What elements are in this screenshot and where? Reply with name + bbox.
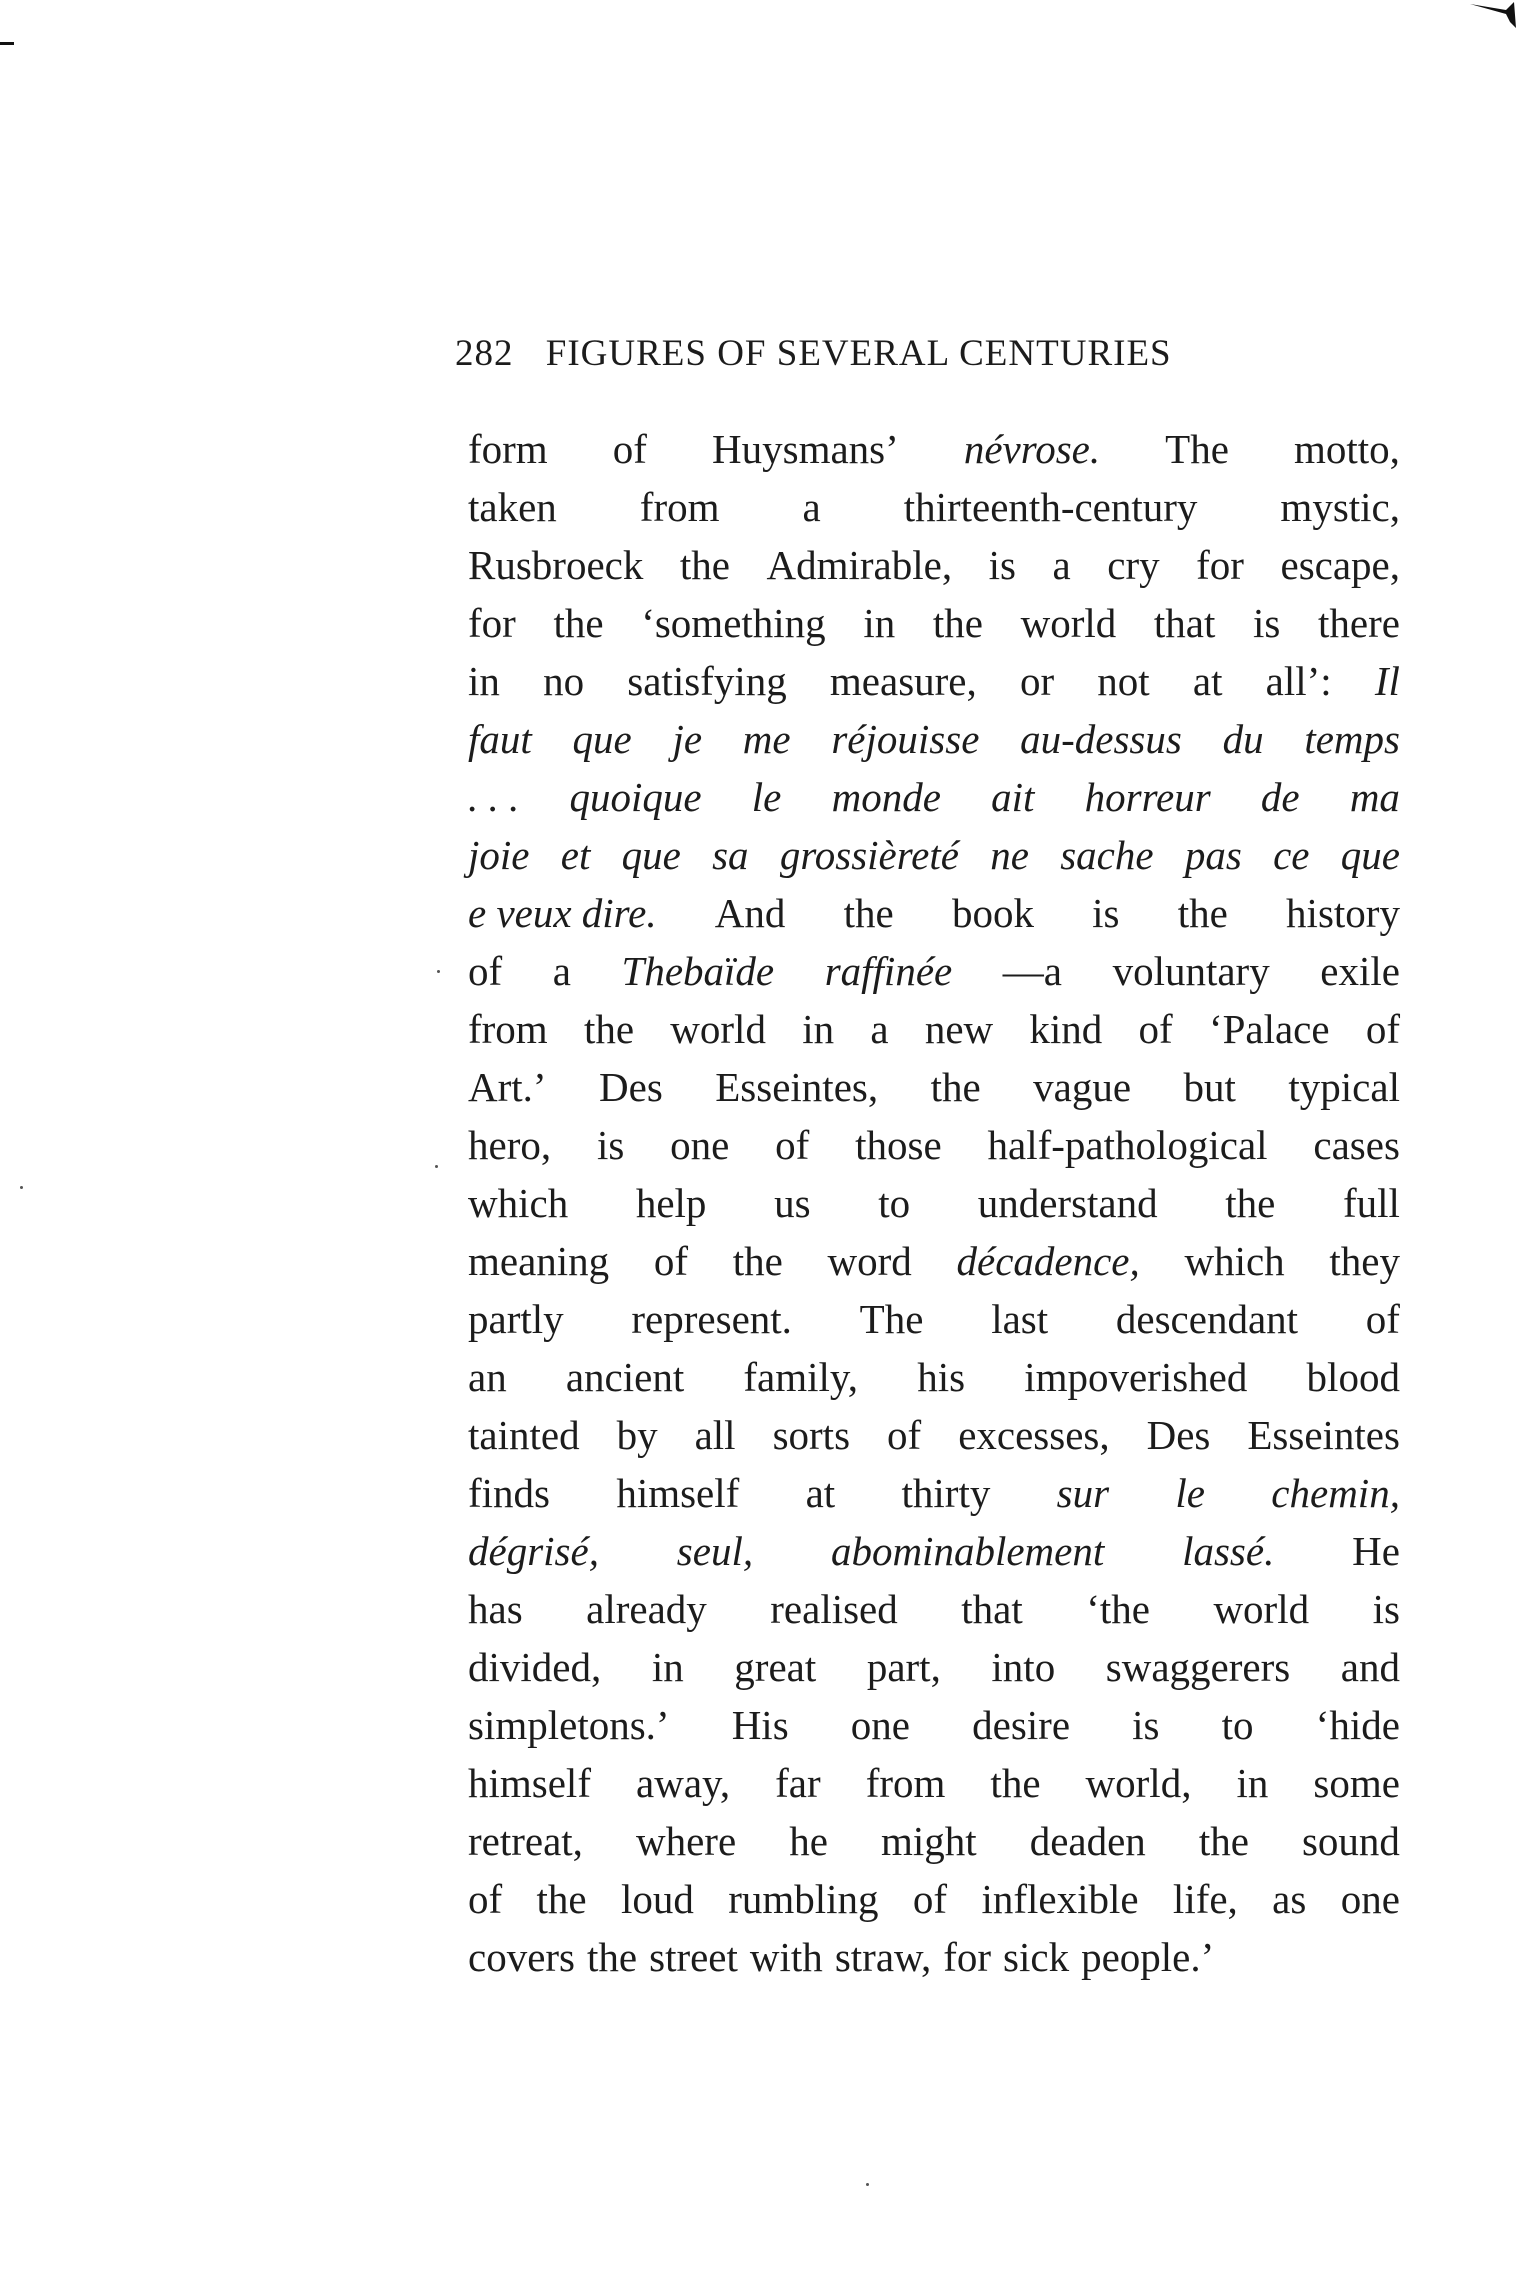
word: of <box>1365 1296 1400 1342</box>
italic-word: raffinée <box>824 948 953 994</box>
word: taken <box>468 484 557 530</box>
word: history <box>1286 890 1400 936</box>
word: impoverished <box>1024 1354 1248 1400</box>
word: the <box>930 1064 981 1110</box>
italic-word: au-dessus <box>1020 716 1182 762</box>
word: inflexible <box>981 1876 1139 1922</box>
italic-word: faut <box>468 716 532 762</box>
word: full <box>1343 1180 1400 1226</box>
italic-word: Thebaïde <box>621 948 775 994</box>
word: in <box>468 658 500 704</box>
word: blood <box>1306 1354 1400 1400</box>
word: great <box>734 1644 817 1690</box>
word: covers <box>468 1934 576 1980</box>
text-line <box>468 942 1400 1000</box>
word: straw, <box>834 1934 932 1980</box>
italic-word: ait <box>991 774 1035 820</box>
word: vague <box>1033 1064 1132 1110</box>
italic-word: et <box>560 832 591 878</box>
text-line <box>468 1522 1400 1580</box>
word: Art.’ <box>468 1064 547 1110</box>
text-line <box>468 420 1400 478</box>
italic-word: chemin, <box>1271 1470 1400 1516</box>
word: the <box>990 1760 1041 1806</box>
word: a <box>802 484 821 530</box>
word: measure, <box>829 658 977 704</box>
word: us <box>774 1180 811 1226</box>
word: ‘something <box>641 600 826 646</box>
text-line <box>468 826 1400 884</box>
paper-speck <box>866 2183 869 2186</box>
word: is <box>1092 890 1120 936</box>
text-line <box>468 768 1400 826</box>
italic-word: que <box>1340 832 1400 878</box>
word: And <box>714 890 786 936</box>
word: where <box>635 1818 737 1864</box>
text-line <box>468 1406 1400 1464</box>
word: —a <box>1002 948 1062 994</box>
word: the <box>732 1238 783 1284</box>
italic-word: du <box>1222 716 1264 762</box>
word: the <box>1198 1818 1249 1864</box>
text-line <box>468 1290 1400 1348</box>
word: which <box>468 1180 569 1226</box>
word: word <box>827 1238 912 1284</box>
italic-word: horreur <box>1084 774 1211 820</box>
word: ‘the <box>1086 1586 1150 1632</box>
word: the <box>587 1934 638 1980</box>
italic-word: Il <box>1374 658 1400 704</box>
word: world <box>1020 600 1117 646</box>
word: they <box>1329 1238 1400 1284</box>
word: exile <box>1320 948 1400 994</box>
word: typical <box>1288 1064 1400 1110</box>
word: Des <box>1146 1412 1211 1458</box>
italic-word: le <box>1175 1470 1205 1516</box>
text-line <box>468 1464 1400 1522</box>
word: world <box>1213 1586 1310 1632</box>
italic-word: temps <box>1304 716 1400 762</box>
word: is <box>988 542 1016 588</box>
word: motto, <box>1294 426 1400 472</box>
word: no <box>543 658 585 704</box>
text-line <box>468 1696 1400 1754</box>
word: meaning <box>468 1238 610 1284</box>
word: of <box>1138 1006 1173 1052</box>
word: finds <box>468 1470 550 1516</box>
text-line <box>468 1232 1400 1290</box>
word: ancient <box>565 1354 685 1400</box>
word: is <box>1253 600 1281 646</box>
word: part, <box>866 1644 941 1690</box>
italic-word: je <box>672 716 703 762</box>
text-line <box>468 1348 1400 1406</box>
word: form <box>468 426 548 472</box>
word: new <box>924 1006 994 1052</box>
italic-word: que <box>572 716 632 762</box>
word: of <box>468 948 503 994</box>
word: partly <box>468 1296 564 1342</box>
word: himself <box>468 1760 591 1806</box>
text-line <box>468 478 1400 536</box>
italic-word: seul, <box>676 1528 754 1574</box>
word: the <box>1177 890 1228 936</box>
word: a <box>552 948 571 994</box>
word: into <box>991 1644 1056 1690</box>
text-line <box>468 1000 1400 1058</box>
italic-word: de <box>1260 774 1300 820</box>
italic-word: ne <box>990 832 1029 878</box>
word: by <box>616 1412 658 1458</box>
italic-word: e veux dire. <box>468 890 657 936</box>
italic-word: décadence, <box>956 1238 1140 1284</box>
word: in <box>802 1006 835 1052</box>
word: The <box>859 1296 924 1342</box>
word: realised <box>770 1586 898 1632</box>
word: deaden <box>1029 1818 1146 1864</box>
italic-word: quoique <box>569 774 702 820</box>
word: not <box>1097 658 1150 704</box>
word: for <box>468 600 516 646</box>
text-line <box>468 710 1400 768</box>
word: of <box>612 426 647 472</box>
italic-word: . . . <box>468 774 520 820</box>
italic-word: dégrisé, <box>468 1528 599 1574</box>
word: mystic, <box>1280 484 1400 530</box>
word: descendant <box>1115 1296 1299 1342</box>
text-line <box>468 594 1400 652</box>
italic-word: monde <box>831 774 941 820</box>
word: one <box>850 1702 910 1748</box>
italic-word: me <box>742 716 791 762</box>
paper-speck <box>20 1186 23 1189</box>
word: that <box>1153 600 1216 646</box>
word: but <box>1183 1064 1236 1110</box>
word: book <box>951 890 1034 936</box>
word: from <box>639 484 720 530</box>
word: Huysmans’ <box>712 426 899 472</box>
word: world <box>670 1006 766 1052</box>
word: street <box>649 1934 738 1980</box>
word: of <box>775 1122 810 1168</box>
word: of <box>912 1876 948 1922</box>
word: already <box>586 1586 707 1632</box>
word: with <box>749 1934 823 1980</box>
word: sick <box>1003 1934 1070 1980</box>
word: escape, <box>1280 542 1400 588</box>
word: The <box>1165 426 1229 472</box>
italic-word: que <box>621 832 681 878</box>
word: for <box>1196 542 1244 588</box>
word: loud <box>620 1876 694 1922</box>
text-line <box>468 536 1400 594</box>
word: is <box>1372 1586 1400 1632</box>
paper-speck <box>437 970 440 973</box>
word: half-pathological <box>987 1122 1268 1168</box>
text-line <box>468 1870 1400 1928</box>
italic-word: névrose. <box>963 426 1101 472</box>
word: people.’ <box>1081 1934 1215 1980</box>
word: sound <box>1301 1818 1400 1864</box>
text-line <box>468 1638 1400 1696</box>
italic-word: sur <box>1056 1470 1110 1516</box>
word: away, <box>636 1760 731 1806</box>
word: is <box>596 1122 625 1168</box>
text-line <box>468 1754 1400 1812</box>
italic-word: ma <box>1349 774 1400 820</box>
word: the <box>553 600 604 646</box>
word: an <box>468 1354 507 1400</box>
word: the <box>679 542 730 588</box>
running-title: FIGURES OF SEVERAL CENTURIES <box>545 333 1172 374</box>
word: Esseintes <box>1247 1412 1400 1458</box>
word: of <box>887 1412 922 1458</box>
word: Des <box>599 1064 663 1110</box>
word: from <box>468 1006 548 1052</box>
word: He <box>1352 1528 1400 1574</box>
word: that <box>961 1586 1023 1632</box>
word: the <box>843 890 894 936</box>
word: His <box>731 1702 789 1748</box>
text-line <box>468 1058 1400 1116</box>
word: his <box>917 1354 966 1400</box>
word: thirty <box>901 1470 991 1516</box>
word: for <box>943 1934 992 1980</box>
word: as <box>1272 1876 1307 1922</box>
word: has <box>468 1586 523 1632</box>
word: of <box>1365 1006 1400 1052</box>
word: is <box>1132 1702 1160 1748</box>
scan-edge-mark-left <box>0 42 14 45</box>
word: one <box>1340 1876 1400 1922</box>
word: sorts <box>772 1412 851 1458</box>
word: kind <box>1029 1006 1103 1052</box>
word: retreat, <box>468 1818 583 1864</box>
italic-word: grossièreté <box>779 832 959 878</box>
word: tainted <box>468 1412 580 1458</box>
word: the <box>932 600 983 646</box>
page-number: 282 <box>455 333 514 374</box>
word: from <box>865 1760 946 1806</box>
word: those <box>855 1122 942 1168</box>
word: he <box>789 1818 828 1864</box>
running-head <box>455 332 1385 375</box>
word: life, <box>1172 1876 1238 1922</box>
word: rumbling <box>728 1876 879 1922</box>
word: a <box>870 1006 889 1052</box>
word: ‘Palace <box>1208 1006 1330 1052</box>
word: a <box>1052 542 1071 588</box>
word: or <box>1019 658 1055 704</box>
text-line <box>468 884 1400 942</box>
word: help <box>635 1180 707 1226</box>
italic-word: joie <box>468 832 530 878</box>
word: satisfying <box>627 658 787 704</box>
word: excesses, <box>958 1412 1110 1458</box>
word: desire <box>972 1702 1071 1748</box>
word: cases <box>1313 1122 1400 1168</box>
italic-word: sa <box>712 832 749 878</box>
word: far <box>775 1760 821 1806</box>
italic-word: sache <box>1060 832 1154 878</box>
word: of <box>468 1876 503 1922</box>
word: some <box>1313 1760 1400 1806</box>
word: in <box>651 1644 684 1690</box>
word: Admirable, <box>766 542 953 588</box>
body-text <box>468 420 1400 1986</box>
word: represent. <box>631 1296 792 1342</box>
italic-word: lassé. <box>1182 1528 1275 1574</box>
word: ‘hide <box>1315 1702 1400 1748</box>
word: in <box>1236 1760 1269 1806</box>
word: Esseintes, <box>715 1064 879 1110</box>
italic-word: abominablement <box>830 1528 1105 1574</box>
text-line <box>468 1174 1400 1232</box>
word: hero, <box>468 1122 552 1168</box>
word: divided, <box>468 1644 602 1690</box>
word: all’: <box>1265 658 1332 704</box>
italic-word: ce <box>1273 832 1310 878</box>
word: and <box>1340 1644 1400 1690</box>
word: the <box>1225 1180 1276 1226</box>
word: voluntary <box>1112 948 1270 994</box>
text-line <box>468 1928 1400 1986</box>
word: understand <box>977 1180 1158 1226</box>
word: at <box>1192 658 1223 704</box>
word: one <box>670 1122 730 1168</box>
word: thirteenth-century <box>903 484 1198 530</box>
text-line <box>468 1116 1400 1174</box>
word: swaggerers <box>1105 1644 1291 1690</box>
word: the <box>536 1876 587 1922</box>
word: Rusbroeck <box>468 542 644 588</box>
text-line <box>468 1812 1400 1870</box>
word: world, <box>1085 1760 1192 1806</box>
word: to <box>878 1180 911 1226</box>
italic-word: le <box>751 774 782 820</box>
word: last <box>991 1296 1049 1342</box>
italic-word: réjouisse <box>831 716 980 762</box>
word: all <box>694 1412 736 1458</box>
word: the <box>583 1006 635 1052</box>
italic-word: pas <box>1184 832 1242 878</box>
word: at <box>805 1470 836 1516</box>
paper-speck <box>435 1165 438 1168</box>
word: which <box>1184 1238 1285 1284</box>
word: might <box>880 1818 977 1864</box>
word: of <box>653 1238 689 1284</box>
word: to <box>1221 1702 1254 1748</box>
text-line <box>468 652 1400 710</box>
word: there <box>1318 600 1400 646</box>
text-line <box>468 1580 1400 1638</box>
word: family, <box>743 1354 859 1400</box>
word: simpletons.’ <box>468 1702 670 1748</box>
word: himself <box>616 1470 740 1516</box>
scan-edge-mark-right <box>1470 0 1518 30</box>
word: in <box>863 600 896 646</box>
word: cry <box>1107 542 1160 588</box>
